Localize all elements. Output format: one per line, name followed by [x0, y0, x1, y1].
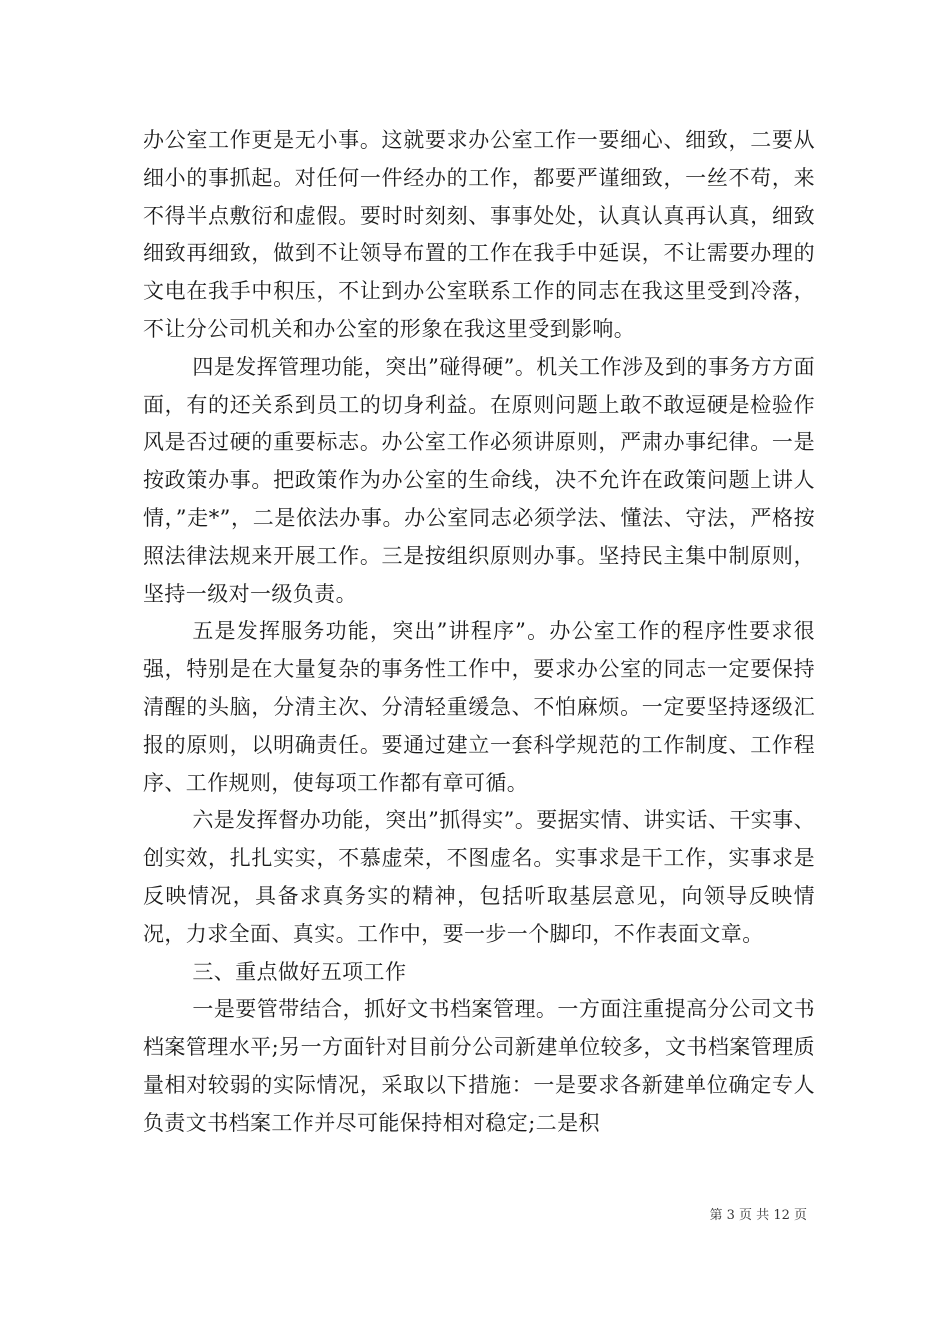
section-heading-five-tasks: 三、重点做好五项工作 [192, 959, 407, 984]
paragraph-management-function: 四是发挥管理功能，突出”碰得硬”。机关工作涉及到的事务方方面面，有的还关系到员工的切身利益。在原则问题上敢不敢逗硬是检验作风是否过硬的重要标志。办公室工作必须讲原则，严肃办事纪律。一是按政策办事。把政策作为办公室的生命线，决不允许在政策问题上讲人情，”走*”，二是依法办事。办公室同志必须学法、懂法、守法，严格按照法律法规来开展工作。三是按组织原则办事。坚持民主集中制原则，坚持一级对一级负责。 [143, 354, 815, 606]
document-body [143, 122, 815, 1143]
paragraph-archive-management: 一是要管带结合，抓好文书档案管理。一方面注重提高分公司文书档案管理水平;另一方面针对目前分公司新建单位较多，文书档案管理质量相对较弱的实际情况，采取以下措施：一是要求各新建单位确定专人负责文书档案工作并尽可能保持相对稳定;二是积 [143, 997, 815, 1135]
paragraph-office-details: 办公室工作更是无小事。这就要求办公室工作一要细心、细致，二要从细小的事抓起。对任何一件经办的工作，都要严谨细致，一丝不苟，来不得半点敷衍和虚假。要时时刻刻、事事处处，认真认真再认真，细致细致再细致，做到不让领导布置的工作在我手中延误，不让需要办理的文电在我手中积压，不让到办公室联系工作的同志在我这里受到冷落，不让分公司机关和办公室的形象在我这里受到影响。 [143, 128, 815, 341]
page-number-footer: 第 3 页 共 12 页 [709, 1208, 807, 1223]
paragraph-supervision-function: 六是发挥督办功能，突出”抓得实”。要据实情、讲实话、干实事、创实效，扎扎实实，不慕虚荣，不图虚名。实事求是干工作，实事求是反映情况，具备求真务实的精神，包括听取基层意见，向领导反映情况，力求全面、真实。工作中，要一步一个脚印，不作表面文章。 [143, 808, 815, 946]
paragraph-service-function: 五是发挥服务功能，突出”讲程序”。办公室工作的程序性要求很强，特别是在大量复杂的事务性工作中，要求办公室的同志一定要保持清醒的头脑，分清主次、分清轻重缓急、不怕麻烦。一定要坚持逐级汇报的原则，以明确责任。要通过建立一套科学规范的工作制度、工作程序、工作规则，使每项工作都有章可循。 [143, 619, 815, 795]
